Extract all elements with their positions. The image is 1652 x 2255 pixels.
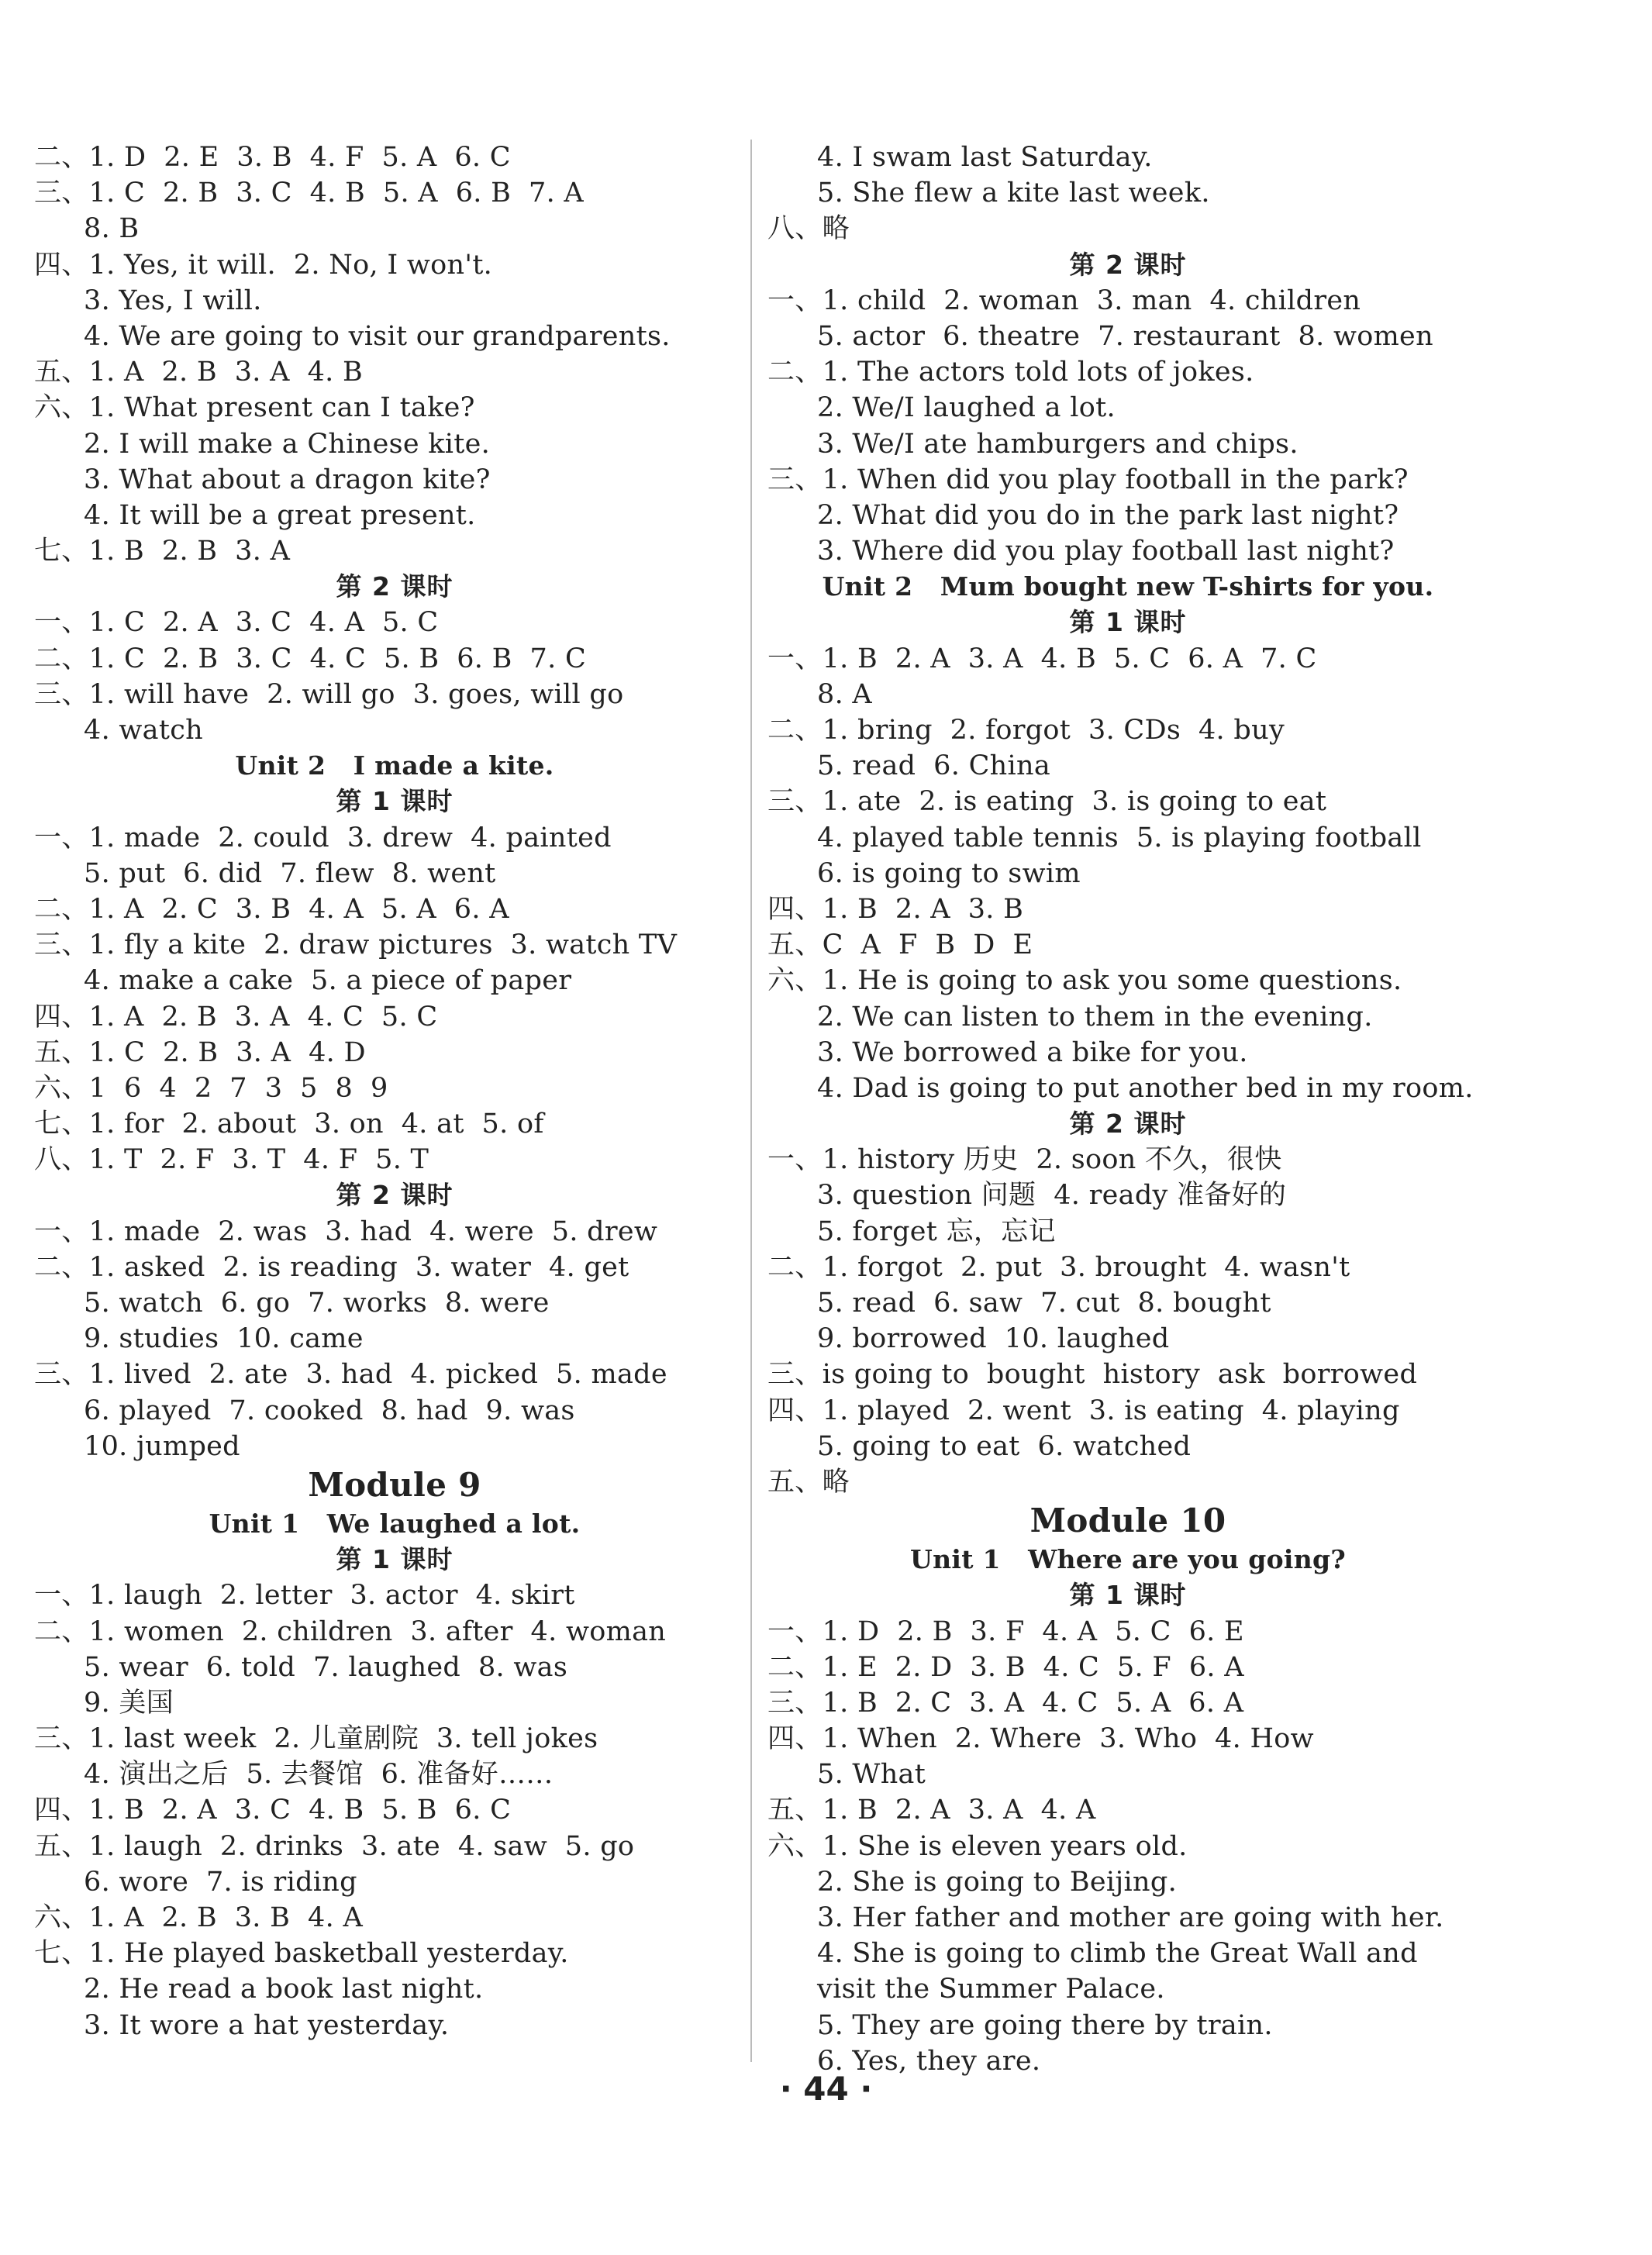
answer-line-indented: 5. She flew a kite last week.: [817, 178, 1210, 209]
answer-line: 五、C A F B D E: [767, 929, 1033, 961]
answer-line-indented: 4. played table tennis 5. is playing football: [817, 822, 1422, 853]
answer-line-indented: 3. It wore a hat yesterday.: [84, 2009, 450, 2041]
unit-heading: Unit 1 Where are you going?: [909, 1544, 1347, 1575]
left-column: [34, 140, 755, 2043]
answer-line: 八、1. T 2. F 3. T 4. F 5. T: [34, 1144, 429, 1176]
answer-line: 六、1. She is eleven years old.: [767, 1830, 1188, 1862]
lesson-heading: 第 1 课时: [336, 1544, 454, 1575]
answer-line: 二、1. women 2. children 3. after 4. woman: [34, 1615, 667, 1647]
answer-line: 五、1. C 2. B 3. A 4. D: [34, 1036, 366, 1068]
answer-line-indented: 2. She is going to Beijing.: [817, 1866, 1178, 1898]
answer-line: 二、1. The actors told lots of jokes.: [767, 357, 1254, 388]
lesson-heading: 第 1 课时: [1069, 1580, 1187, 1611]
answer-line-indented: 3. question 问题 4. ready 准备好的: [817, 1180, 1287, 1212]
answer-line: 二、1. bring 2. forgot 3. CDs 4. buy: [767, 715, 1285, 746]
answer-line: 二、1. D 2. E 3. B 4. F 5. A 6. C: [34, 142, 511, 173]
answer-line-indented: 2. I will make a Chinese kite.: [84, 428, 491, 460]
answer-line: 五、1. B 2. A 3. A 4. A: [767, 1795, 1096, 1826]
answer-line: 四、1. B 2. A 3. C 4. B 5. B 6. C: [34, 1795, 512, 1826]
answer-line: 三、1. B 2. C 3. A 4. C 5. A 6. A: [767, 1687, 1244, 1719]
answer-line: 七、1. He played basketball yesterday.: [34, 1938, 569, 1970]
answer-line-indented: 9. borrowed 10. laughed: [817, 1323, 1170, 1355]
answer-line: 六、1. What present can I take?: [34, 392, 475, 424]
answer-line-indented: 2. He read a book last night.: [84, 1974, 484, 2005]
answer-line-indented: 9. studies 10. came: [84, 1323, 364, 1355]
answer-line-indented: 4. make a cake 5. a piece of paper: [84, 965, 572, 997]
answer-line-indented: 6. played 7. cooked 8. had 9. was: [84, 1395, 575, 1426]
answer-line-indented: 8. A: [817, 678, 872, 710]
answer-line-indented: 3. Yes, I will.: [84, 284, 262, 316]
answer-line-indented: 5. put 6. did 7. flew 8. went: [84, 857, 496, 889]
answer-line-indented: 5. going to eat 6. watched: [817, 1430, 1192, 1462]
answer-line: 四、1. A 2. B 3. A 4. C 5. C: [34, 1001, 438, 1033]
answer-line: 七、1. B 2. B 3. A: [34, 536, 291, 567]
answer-line-indented: 4. It will be a great present.: [84, 499, 476, 531]
answer-line-indented: 5. wear 6. told 7. laughed 8. was: [84, 1651, 568, 1683]
answer-line-indented: 9. 美国: [84, 1687, 174, 1719]
answer-line: 三、is going to bought history ask borrowed: [767, 1359, 1418, 1391]
answer-line-indented: 3. We borrowed a bike for you.: [817, 1036, 1248, 1068]
answer-line-indented: 5. actor 6. theatre 7. restaurant 8. women: [817, 320, 1433, 352]
answer-line-indented: 5. They are going there by train.: [817, 2009, 1273, 2041]
answer-line: 六、1. He is going to ask you some questions.: [767, 965, 1402, 997]
answer-line: 三、1. will have 2. will go 3. goes, will go: [34, 678, 624, 710]
unit-heading: Unit 1 We laughed a lot.: [209, 1508, 581, 1539]
answer-line: 一、1. C 2. A 3. C 4. A 5. C: [34, 607, 439, 639]
answer-line: 五、1. laugh 2. drinks 3. ate 4. saw 5. go: [34, 1830, 635, 1862]
answer-line: 二、1. A 2. C 3. B 4. A 5. A 6. A: [34, 893, 509, 925]
answer-line: 五、1. A 2. B 3. A 4. B: [34, 357, 364, 388]
answer-line-indented: 4. Dad is going to put another bed in my room.: [817, 1072, 1474, 1104]
answer-line-indented: 5. read 6. China: [817, 750, 1051, 782]
unit-heading: Unit 2 I made a kite.: [235, 750, 554, 781]
answer-line: 一、1. B 2. A 3. A 4. B 5. C 6. A 7. C: [767, 643, 1317, 674]
answer-line: 五、略: [767, 1466, 850, 1498]
answer-line: 三、1. ate 2. is eating 3. is going to eat: [767, 786, 1327, 818]
lesson-heading: 第 1 课时: [336, 786, 454, 817]
answer-line-indented: 6. Yes, they are.: [817, 2045, 1041, 2077]
answer-line-indented: 2. What did you do in the park last night?: [817, 499, 1399, 531]
answer-line: 二、1. C 2. B 3. C 4. C 5. B 6. B 7. C: [34, 643, 587, 674]
answer-line-indented: visit the Summer Palace.: [817, 1974, 1165, 2005]
answer-line-indented: 8. B: [84, 213, 140, 245]
lesson-heading: 第 2 课时: [1069, 249, 1187, 280]
answer-line-indented: 5. What: [817, 1759, 926, 1791]
answer-line-indented: 10. jumped: [84, 1430, 240, 1462]
answer-line: 四、1. B 2. A 3. B: [767, 893, 1024, 925]
column-divider: [750, 140, 752, 2062]
answer-line: 三、1. lived 2. ate 3. had 4. picked 5. made: [34, 1359, 667, 1391]
answer-line-indented: 4. We are going to visit our grandparents.: [84, 320, 671, 352]
answer-line: 三、1. When did you play football in the park?: [767, 464, 1409, 495]
answer-line-indented: 3. We/I ate hamburgers and chips.: [817, 428, 1298, 460]
lesson-heading: 第 2 课时: [1069, 1109, 1187, 1140]
answer-line-indented: 2. We/I laughed a lot.: [817, 392, 1116, 424]
lesson-heading: 第 1 课时: [1069, 607, 1187, 638]
answer-line-indented: 5. read 6. saw 7. cut 8. bought: [817, 1288, 1271, 1319]
answer-line: 四、1. When 2. Where 3. Who 4. How: [767, 1723, 1314, 1755]
answer-line-indented: 4. watch: [84, 715, 203, 746]
answer-line-indented: 3. Where did you play football last night?: [817, 536, 1395, 567]
answer-line: 一、1. child 2. woman 3. man 4. children: [767, 284, 1361, 316]
answer-line: 四、1. played 2. went 3. is eating 4. playing: [767, 1395, 1400, 1426]
answer-line: 八、略: [767, 213, 850, 245]
answer-line: 二、1. asked 2. is reading 3. water 4. get: [34, 1251, 629, 1283]
lesson-heading: 第 2 课时: [336, 1180, 454, 1211]
answer-line-indented: 4. She is going to climb the Great Wall and: [817, 1938, 1418, 1970]
answer-line: 四、1. Yes, it will. 2. No, I won't.: [34, 249, 493, 281]
answer-line-indented: 4. 演出之后 5. 去餐馆 6. 准备好……: [84, 1759, 554, 1791]
answer-line-indented: 2. We can listen to them in the evening.: [817, 1001, 1373, 1033]
answer-line: 二、1. forgot 2. put 3. brought 4. wasn't: [767, 1251, 1350, 1283]
unit-heading: Unit 2 Mum bought new T-shirts for you.: [822, 571, 1434, 602]
answer-line-indented: 3. Her father and mother are going with her.: [817, 1902, 1444, 1933]
module-heading: Module 10: [1029, 1502, 1226, 1540]
answer-line: 三、1. last week 2. 儿童剧院 3. tell jokes: [34, 1723, 598, 1755]
answer-line-indented: 5. watch 6. go 7. works 8. were: [84, 1288, 550, 1319]
answer-line: 一、1. made 2. was 3. had 4. were 5. drew: [34, 1215, 658, 1247]
answer-line-indented: 5. forget 忘，忘记: [817, 1215, 1056, 1247]
answer-line: 二、1. E 2. D 3. B 4. C 5. F 6. A: [767, 1651, 1244, 1683]
module-heading: Module 9: [308, 1465, 481, 1504]
answer-line-indented: 6. is going to swim: [817, 857, 1081, 889]
answer-line-indented: 4. I swam last Saturday.: [817, 142, 1153, 173]
answer-line: 六、1 6 4 2 7 3 5 8 9: [34, 1072, 388, 1104]
answer-line: 三、1. C 2. B 3. C 4. B 5. A 6. B 7. A: [34, 178, 585, 209]
answer-line: 六、1. A 2. B 3. B 4. A: [34, 1902, 364, 1933]
answer-line: 一、1. D 2. B 3. F 4. A 5. C 6. E: [767, 1615, 1244, 1647]
answer-line: 七、1. for 2. about 3. on 4. at 5. of: [34, 1109, 544, 1140]
answer-line: 三、1. fly a kite 2. draw pictures 3. watch TV: [34, 929, 678, 961]
page-number: · 44 ·: [779, 2070, 873, 2108]
answer-line-indented: 3. What about a dragon kite?: [84, 464, 491, 495]
answer-line: 一、1. laugh 2. letter 3. actor 4. skirt: [34, 1580, 575, 1612]
answer-line-indented: 6. wore 7. is riding: [84, 1866, 357, 1898]
answer-line: 一、1. made 2. could 3. drew 4. painted: [34, 822, 612, 853]
right-column: [767, 140, 1488, 2079]
lesson-heading: 第 2 课时: [336, 571, 454, 602]
answer-line: 一、1. history 历史 2. soon 不久，很快: [767, 1144, 1282, 1176]
